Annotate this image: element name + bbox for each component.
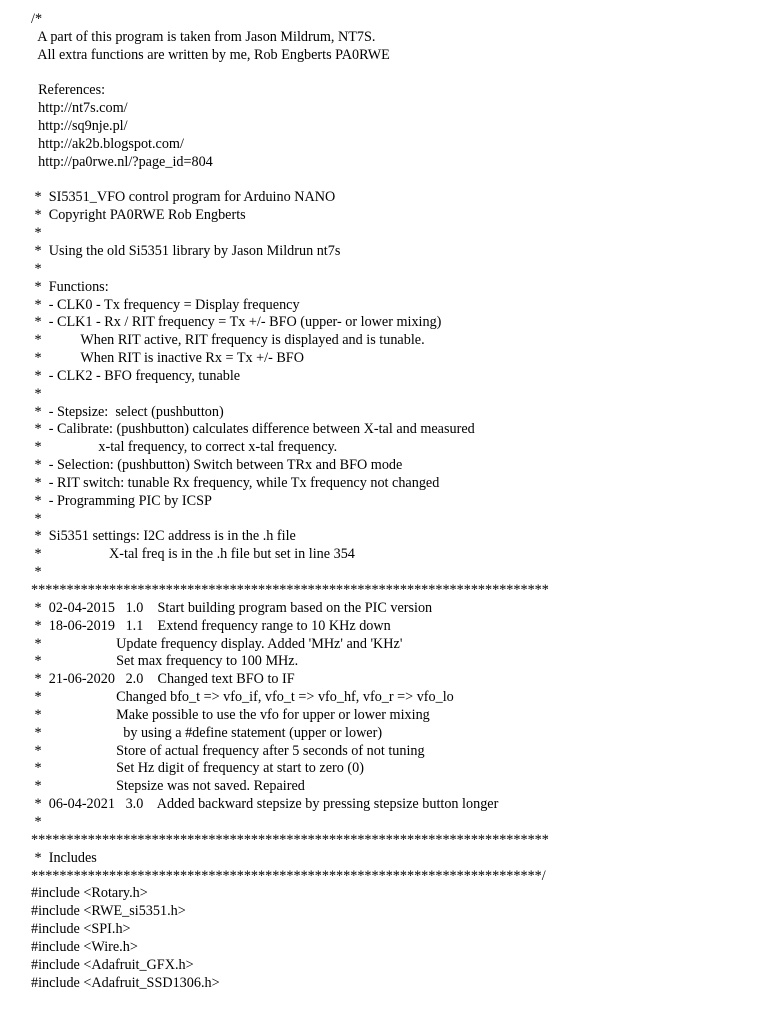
- code-line: * When RIT active, RIT frequency is displayed and is tunable.: [31, 332, 425, 349]
- code-line: * - CLK2 - BFO frequency, tunable: [31, 367, 241, 384]
- code-line: *: [31, 225, 42, 242]
- include-line: #include <SPI.h>: [31, 921, 131, 938]
- code-line: * 06-04-2021 3.0 Added backward stepsize by pressing stepsize button longer: [31, 796, 499, 813]
- separator-line: ************************************************************************/: [31, 867, 546, 884]
- code-line: *: [31, 510, 42, 527]
- code-line: * Set max frequency to 100 MHz.: [31, 653, 299, 670]
- code-line: * by using a #define statement (upper or lower): [31, 724, 383, 741]
- code-line: All extra functions are written by me, Rob Engberts PA0RWE: [31, 46, 390, 63]
- separator-line: *************************************************************************: [31, 582, 549, 598]
- code-line: * - Calibrate: (pushbutton) calculates difference between X-tal and measured: [31, 421, 475, 438]
- code-line: * Store of actual frequency after 5 seconds of not tuning: [31, 742, 425, 759]
- include-line: #include <Wire.h>: [31, 938, 138, 955]
- include-line: #include <Adafruit_GFX.h>: [31, 956, 194, 973]
- code-line: * - Stepsize: select (pushbutton): [31, 403, 224, 420]
- code-line: *: [31, 564, 42, 581]
- code-line: * Si5351 settings: I2C address is in the .h file: [31, 528, 296, 545]
- code-line: * Using the old Si5351 library by Jason Mildrun nt7s: [31, 242, 341, 259]
- source-code-text: [31, 11, 549, 992]
- code-line: * Stepsize was not saved. Repaired: [31, 778, 305, 795]
- code-line: [31, 65, 549, 83]
- code-line: * Make possible to use the vfo for upper or lower mixing: [31, 706, 430, 723]
- code-line: * Functions:: [31, 278, 109, 295]
- code-line: * Set Hz digit of frequency at start to zero (0): [31, 760, 364, 777]
- code-line: *: [31, 260, 42, 277]
- code-line: * - Programming PIC by ICSP: [31, 492, 212, 509]
- code-line: * x-tal frequency, to correct x-tal frequency.: [31, 439, 338, 456]
- code-line: References:: [31, 82, 106, 99]
- code-line: *: [31, 813, 42, 830]
- code-line: * X-tal freq is in the .h file but set in line 354: [31, 546, 355, 563]
- code-line: * 21-06-2020 2.0 Changed text BFO to IF: [31, 671, 295, 688]
- code-line: [31, 172, 549, 190]
- code-line: A part of this program is taken from Jason Mildrum, NT7S.: [31, 28, 376, 45]
- code-line: * SI5351_VFO control program for Arduino NANO: [31, 189, 336, 206]
- code-line: *: [31, 385, 42, 402]
- code-line: http://nt7s.com/: [31, 100, 128, 117]
- include-line: #include <Rotary.h>: [31, 885, 148, 902]
- code-line: * - CLK1 - Rx / RIT frequency = Tx +/- BFO (upper- or lower mixing): [31, 314, 442, 331]
- code-line: * When RIT is inactive Rx = Tx +/- BFO: [31, 350, 304, 367]
- code-line: * Includes: [31, 849, 97, 866]
- code-line: * Update frequency display. Added 'MHz' and 'KHz': [31, 635, 403, 652]
- code-line: http://pa0rwe.nl/?page_id=804: [31, 153, 213, 170]
- code-line: http://ak2b.blogspot.com/: [31, 135, 184, 152]
- code-line: * - RIT switch: tunable Rx frequency, while Tx frequency not changed: [31, 474, 440, 491]
- code-line: * - Selection: (pushbutton) Switch between TRx and BFO mode: [31, 457, 403, 474]
- include-line: #include <RWE_si5351.h>: [31, 903, 186, 920]
- code-line: * Changed bfo_t => vfo_if, vfo_t => vfo_hf, vfo_r => vfo_lo: [31, 689, 454, 706]
- code-line: * 02-04-2015 1.0 Start building program based on the PIC version: [31, 599, 433, 616]
- code-line: * Copyright PA0RWE Rob Engberts: [31, 207, 246, 224]
- separator-line: *************************************************************************: [31, 831, 549, 848]
- code-line: /*: [31, 11, 43, 27]
- code-line: * 18-06-2019 1.1 Extend frequency range to 10 KHz down: [31, 617, 391, 634]
- code-line: http://sq9nje.pl/: [31, 118, 128, 135]
- include-line: #include <Adafruit_SSD1306.h>: [31, 974, 220, 991]
- code-line: * - CLK0 - Tx frequency = Display frequency: [31, 296, 300, 313]
